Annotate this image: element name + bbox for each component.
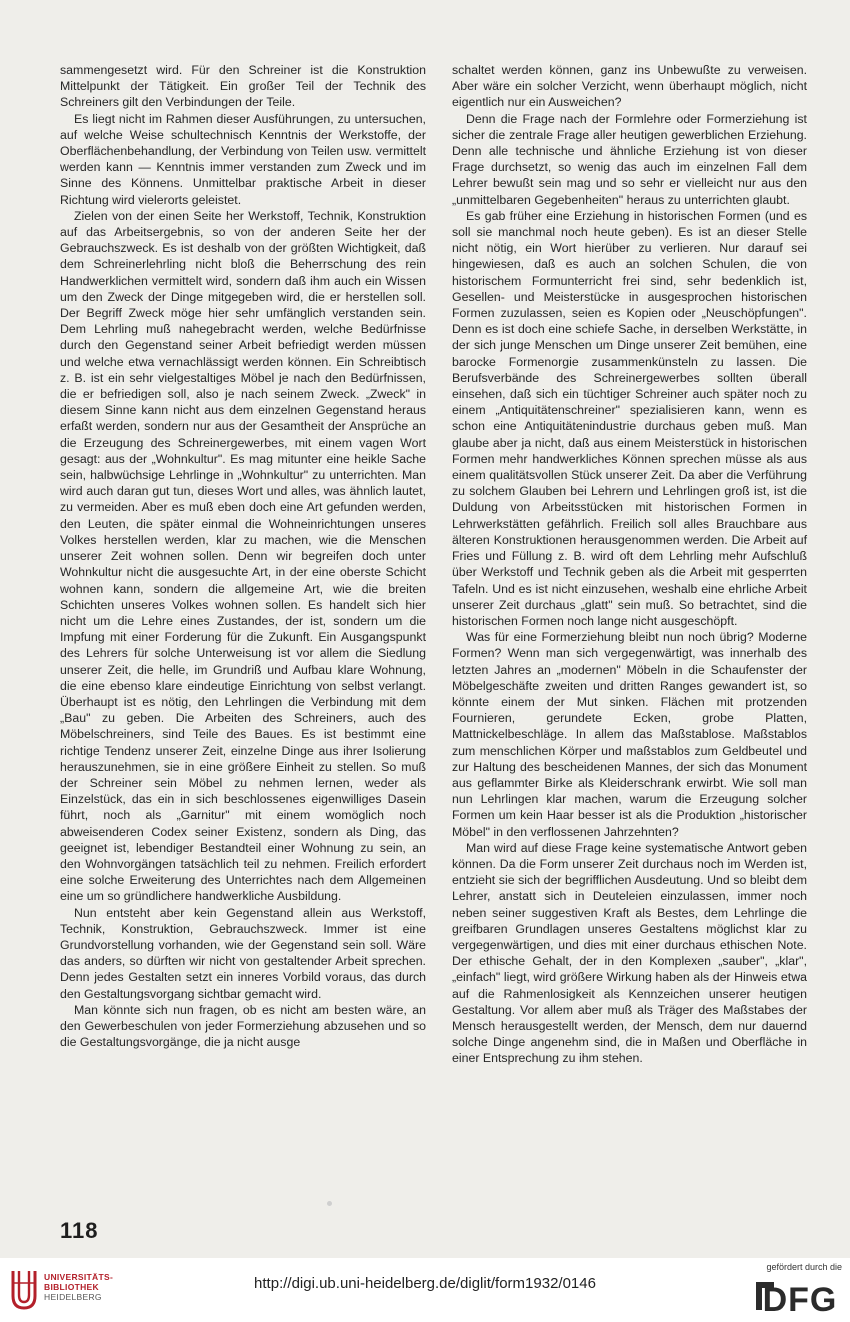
- paragraph: Was für eine Formerziehung bleibt nun noch übrig? Moderne Formen? Wenn man sich vergegenwärtigt, was innerhalb des letzten Jahres an „modernen" Möbeln in die Schaufenster der Möbelgeschäfte zweiten und dritten Ranges gewandert ist, so könnte einem der Mut sinken. Flächen mit protzenden Fournieren, gerundete Ecken, grobe Platten, Mattnickelbeschläge. In allem das Maßstablose. Maßstablos zum menschlichen Körper und maßstablos zum Geldbeutel und zur Haltung des bescheidenen Mannes, der sich das Monument aus geflammter Birke als Kleiderschrank erwirbt. Wie soll man nun Lehrlingen klar machen, warum die Erzeugung solcher Formen um kein Haar besser ist als die Produktion „historischer Möbel" in den verflossenen Jahrzehnten?: [452, 630, 807, 839]
- paragraph: Es gab früher eine Erziehung in historischen Formen (und es soll sie manchmal noch heute geben). Es ist an dieser Stelle nicht nötig, ein Wort hierüber zu verlieren. Nur darauf sei hingewiesen, daß es auch an solchen Schulen, die von historischem Formunterricht frei sind, sehr bedenklich ist, Gesellen- und Meisterstücke in ausgesprochen historischen Formen zuzulassen, seien es Kopien oder „Neuschöpfungen". Denn es ist doch eine schiefe Sache, in derselben Werkstätte, in der sich junge Menschen um Dinge unserer Zeit bemühen, eine barocke Formenorgie zusammenkünsteln zu lassen. Die Berufsverbände des Schreinergewerbes sollten überall einsehen, daß sich ein tüchtiger Schreiner auch später noch zu einem „Antiquitätenschreiner" spezialisieren kann, wenn es schon eine Antiquitätenindustrie durchaus geben muß. Man glaube aber ja nicht, daß aus einem Meisterstück in historischen Formen mehr handwerkliches Können sprechen müsse als aus einem qualitätsvollen Stück unserer Zeit. Da aber die Verführung zu solchem Glauben bei Lehrern und Lehrlingen groß ist, ist die Duldung von Arbeitsstücken mit historischen Formen in Lehrwerkstätten gefährlich. Freilich soll alles Brauchbare aus älteren Konstruktionen herausgenommen werden. Die Arbeit auf Fries und Füllung z. B. wird oft dem Lehrling mehr Aufschluß über Werkstoff und Technik geben als die Arbeit mit gesperrten Tafeln. Und es ist nicht einzusehen, weshalb eine ehrliche Arbeit unserer Zeit durchaus „glatt" sein muß. So betrachtet, sind die historischen Formen noch lange nicht ausgeschöpft.: [452, 208, 807, 628]
- paragraph: Man wird auf diese Frage keine systematische Antwort geben können. Da die Form unserer Zeit durchaus noch im Werden ist, entzieht sie sich der begrifflichen Ausdeutung. Und so bleibt dem Lehrer, anstatt sich in Deuteleien einzulassen, immer noch neben seiner suggestiven Kraft als Bestes, dem Lehrlinge die greifbaren Grundlagen unseres Gestaltens möglichst klar zu vergegenwärtigen, und dies mit einer durchaus ethischen Note. Der ethische Gehalt, der in den Komplexen „sauber", „klar", „einfach" liegt, wird größere Wirkung haben als der Hinweis etwa auf die Rahmenlosigkeit als Kennzeichen unserer heutigen Gestaltung. Vor allem aber muß als Träger des Maßstabes der Mensch herausgestellt werden, der Mensch, dem nur dauernd solche Dinge angenehm sind, die in Maßen und Oberfläche in einer Entsprechung zu ihm stehen.: [452, 840, 807, 1066]
- funding-label: gefördert durch die: [766, 1262, 842, 1272]
- permalink-url[interactable]: http://digi.ub.uni-heidelberg.de/diglit/form1932/0146: [254, 1275, 596, 1292]
- paragraph: Es liegt nicht im Rahmen dieser Ausführungen, zu untersuchen, auf welche Weise schultechnisch Kenntnis der Werkstoffe, der Oberflächenbehandlung, der Verbindung von Teilen usw. vermittelt werden kann — Kenntnis immer verstanden zum Zweck und im Sinne des Könnens. Unmittelbar praktische Arbeit in dieser Richtung wird vielerorts geleistet.: [60, 111, 426, 207]
- left-column: [60, 62, 426, 1050]
- right-column: [452, 62, 807, 1067]
- paragraph: Man könnte sich nun fragen, ob es nicht am besten wäre, an den Gewerbeschulen von jeder Formerziehung abzusehen und so die Gestaltungsvorgänge, die ja nicht ausge: [60, 1002, 426, 1050]
- paragraph: Zielen von der einen Seite her Werkstoff, Technik, Konstruktion auf das Arbeitsergebnis, so von der anderen Seite her der Gebrauchszweck. Es ist deshalb von der größten Wichtigkeit, daß dem Schreinerlehrling nicht bloß die Beherrschung des rein Handwerklichen vermittelt wird, sondern daß ihm auch ein Wissen um den Zweck der Dinge mitgegeben wird, die er herstellen soll. Der Begriff Zweck möge hier sehr umfänglich verstanden sein. Dem Lehrling muß nahegebracht werden, welche Bedürfnisse durch den Gegenstand seiner Arbeit befriedigt werden müssen und welche etwa vernachlässigt werden können. Ein Schreibtisch z. B. ist ein sehr vielgestaltiges Möbel je nach den Bedürfnissen, die er befriedigen soll, also je nach seinem Zweck. „Zweck" in diesem Sinne kann nicht aus dem einzelnen Gegenstand heraus erfaßt werden, sondern nur aus der Gesamtheit der Ansprüche an die Erzeugung des Schreinergewerbes, mit einem vagen Wort gesagt: aus der „Wohnkultur". Es mag mitunter eine heikle Sache sein, halbwüchsige Lehrlinge in „Wohnkultur" zu unterrichten. Man wird auch daran gut tun, dieses Wort und alles, was ähnlich lautet, zu vermeiden. Aber es muß eben doch eine Art gefunden werden, den Leuten, die später einmal die Wohneinrichtungen unseres Volkes herstellen werden, klar zu machen, wie die Menschen unserer Zeit wohnen sollen. Denn wir begreifen doch unter Wohnkultur nicht die ausgesuchte Art, in der eine oberste Schicht wohnen kann, sondern die allgemeine Art, wie die breiten Schichten unseres Volkes wohnen sollen. Es handelt sich hier nicht um die Lehre eines Zustandes, der ist, sondern um die Impfung mit einer Forderung für die Zukunft. Ein Ausgangspunkt des Lehrers für solche Unterweisung ist vor allem die Siedlung unserer Zeit, die helle, im Grundriß und Aufbau klare Wohnung, die eine ebenso klare eindeutige Einrichtung von selbst verlangt. Überhaupt ist es nötig, den Lehrlingen die Verbindung mit dem „Bau" zu geben. Die Arbeiten des Schreiners, auch des Möbelschreiners, sind Teile des Baues. Es ist bestimmt eine richtige Tendenz unserer Zeit, einzelne Dinge aus ihrer Isolierung herauszunehmen, sie in eine größere Einheit zu stellen. So muß der Schreiner sein Möbel zu nehmen lernen, weder als Einzelstück, das ein in sich beschlossenes eigenwilliges Dasein führt, noch als „Garnitur" mit einem womöglich noch abweisenderen Codex seiner Existenz, sondern als Ding, das geeignet ist, lebendiger Bestandteil einer Wohnung zu sein, an den Wohnvorgängen tatsächlich teil zu nehmen. Freilich erfordert eine solche Erweiterung des Unterrichtes nach dem Allgemeinen eine um so gründlichere handwerkliche Ausbildung.: [60, 208, 426, 904]
- library-name[interactable]: UNIVERSITÄTS- BIBLIOTHEK HEIDELBERG: [44, 1272, 114, 1302]
- paragraph: Denn die Frage nach der Formlehre oder Formerziehung ist sicher die zentrale Frage aller heutigen gewerblichen Erziehung. Denn alle technische und ähnliche Erziehung ist von dieser Frage durchsetzt, so wenig das auch im einzelnen Fall dem Lehrer bewußt sein mag und so sehr er vielleicht nur aus den „unmittelbaren Gegebenheiten" heraus zu unterrichten glaubt.: [452, 111, 807, 207]
- paragraph: sammengesetzt wird. Für den Schreiner ist die Konstruktion Mittelpunkt der Tätigkeit. Ein großer Teil der Technik des Schreiners gilt den Verbindungen der Teile.: [60, 63, 426, 110]
- viewer-footer: [0, 1258, 850, 1322]
- binding-hole-mark: [327, 1201, 332, 1206]
- paragraph: schaltet werden können, ganz ins Unbewußte zu verweisen. Aber wäre ein solcher Verzicht, wenn überhaupt möglich, nicht eigentlich nur ein Ausweichen?: [452, 63, 807, 110]
- dfg-logo-icon[interactable]: [754, 1276, 842, 1316]
- page-number: 118: [60, 1218, 99, 1243]
- paragraph: Nun entsteht aber kein Gegenstand allein aus Werkstoff, Technik, Konstruktion, Gebrauchszweck. Immer ist eine Grundvorstellung vorhanden, wie der Gegenstand sein soll. Wäre das anders, so dürften wir nicht von gestaltender Arbeit sprechen. Denn jedes Gestalten setzt ein inneres Vorbild voraus, das durch den Gestaltungsvorgang sichtbar gemacht wird.: [60, 905, 426, 1001]
- dfg-logo-text: DFG: [762, 1281, 838, 1316]
